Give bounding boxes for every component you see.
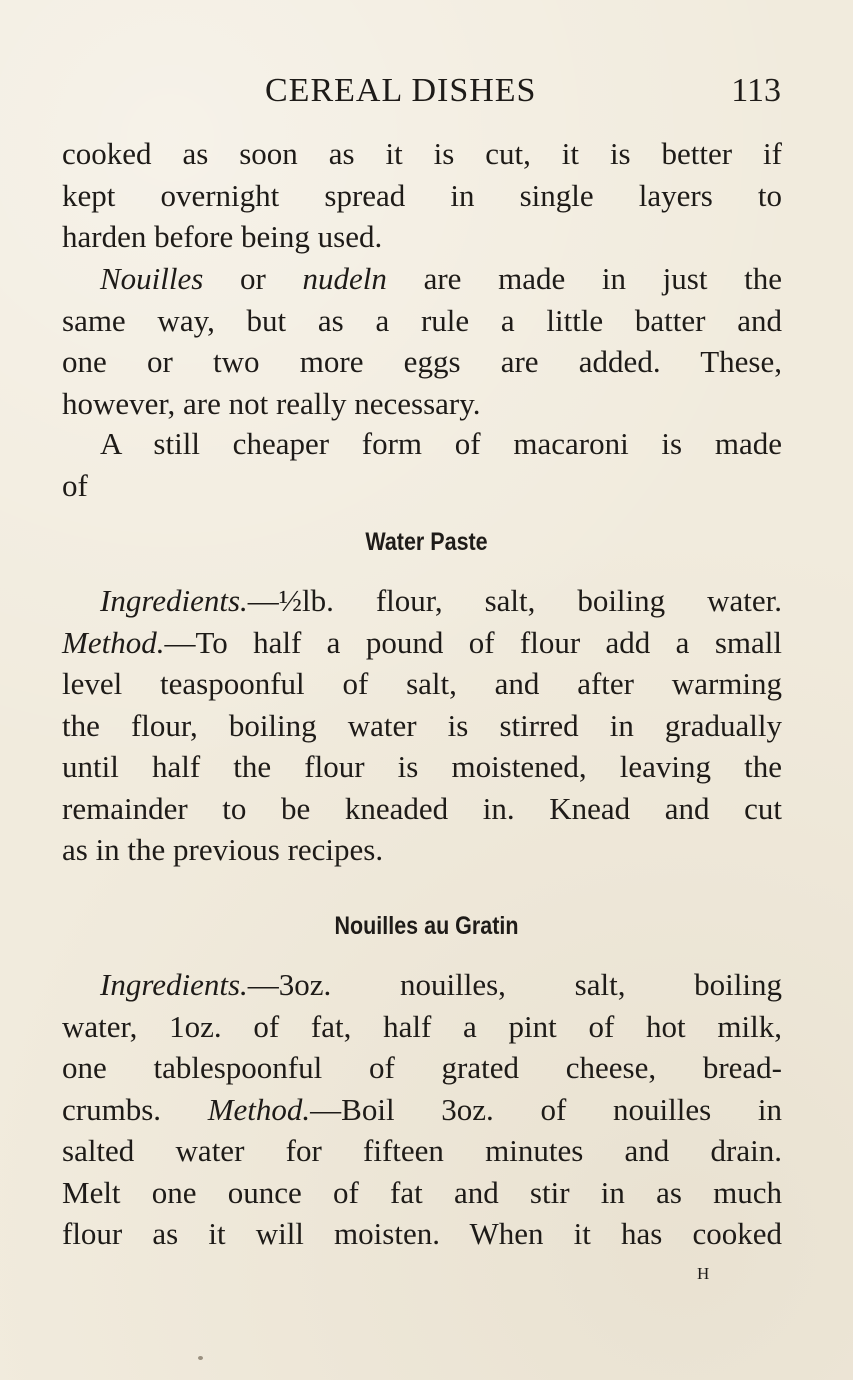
- text-line: salted water for fifteen minutes and drain.: [62, 1133, 782, 1168]
- text-line: water, 1oz. of fat, half a pint of hot milk,: [62, 1008, 782, 1044]
- method-line: [62, 1089, 782, 1131]
- text-line: level teaspoonful of salt, and after warming: [62, 666, 782, 701]
- text-line: harden before being used.: [62, 219, 383, 254]
- page-number: 113: [731, 72, 781, 109]
- recipe-water-paste: [62, 580, 782, 871]
- ingredients-line: [62, 580, 782, 622]
- text-line: one tablespoonful of grated cheese, bread-: [62, 1050, 782, 1085]
- ingredients-label: Ingredients.: [100, 583, 248, 618]
- text-line: [62, 258, 782, 300]
- paragraph-nouilles: [62, 258, 782, 424]
- text-line: flour as it will moisten. When it has cooked: [62, 1216, 782, 1251]
- text-line: one or two more eggs are added. These,: [62, 344, 782, 379]
- ingredients-text: —3oz. nouilles, salt, boiling: [247, 967, 782, 1002]
- text-line: remainder to be kneaded in. Knead and cut: [62, 790, 782, 826]
- method-label: Method.: [207, 1091, 311, 1127]
- paragraph-cheaper-macaroni: [62, 423, 782, 506]
- text-line: same way, but as a rule a little batter and: [62, 302, 782, 338]
- italic-term: nudeln: [302, 261, 387, 296]
- text-line: until half the flour is moistened, leaving the: [62, 749, 782, 784]
- text-line: the flour, boiling water is stirred in gradually: [62, 707, 782, 743]
- text-line: as in the previous recipes.: [62, 832, 384, 867]
- text-line: Melt one ounce of fat and stir in as much: [62, 1174, 782, 1210]
- ingredients-label: Ingredients.: [100, 967, 248, 1002]
- recipe-title: Water Paste: [365, 528, 488, 556]
- text-fragment: or: [203, 261, 303, 296]
- method-text: —To half a pound of flour add a small: [164, 624, 782, 660]
- method-label: Method.: [62, 624, 165, 660]
- text-line: cooked as soon as it is cut, it is better if: [62, 136, 782, 171]
- running-head: [0, 72, 853, 116]
- text-line: A still cheaper form of macaroni is made: [100, 426, 782, 461]
- paragraph-continuation: [62, 133, 782, 258]
- printer-signature-mark: H: [697, 1264, 711, 1283]
- recipe-nouilles-au-gratin: [62, 964, 782, 1255]
- method-text: —Boil 3oz. of nouilles in: [310, 1091, 782, 1127]
- ingredients-line: [62, 964, 782, 1006]
- text-fragment: crumbs.: [62, 1091, 208, 1127]
- method-line: [62, 622, 782, 664]
- text-fragment: are made in just the: [386, 261, 782, 296]
- text-line: kept overnight spread in single layers to: [62, 177, 782, 213]
- running-title: CEREAL DISHES: [265, 72, 537, 109]
- text-line: of: [62, 467, 88, 503]
- text-line: however, are not really necessary.: [62, 385, 481, 421]
- paper-speck: [198, 1356, 203, 1360]
- ingredients-text: —½lb. flour, salt, boiling water.: [247, 583, 782, 618]
- italic-term: Nouilles: [100, 261, 204, 296]
- recipe-title: Nouilles au Gratin: [334, 912, 519, 940]
